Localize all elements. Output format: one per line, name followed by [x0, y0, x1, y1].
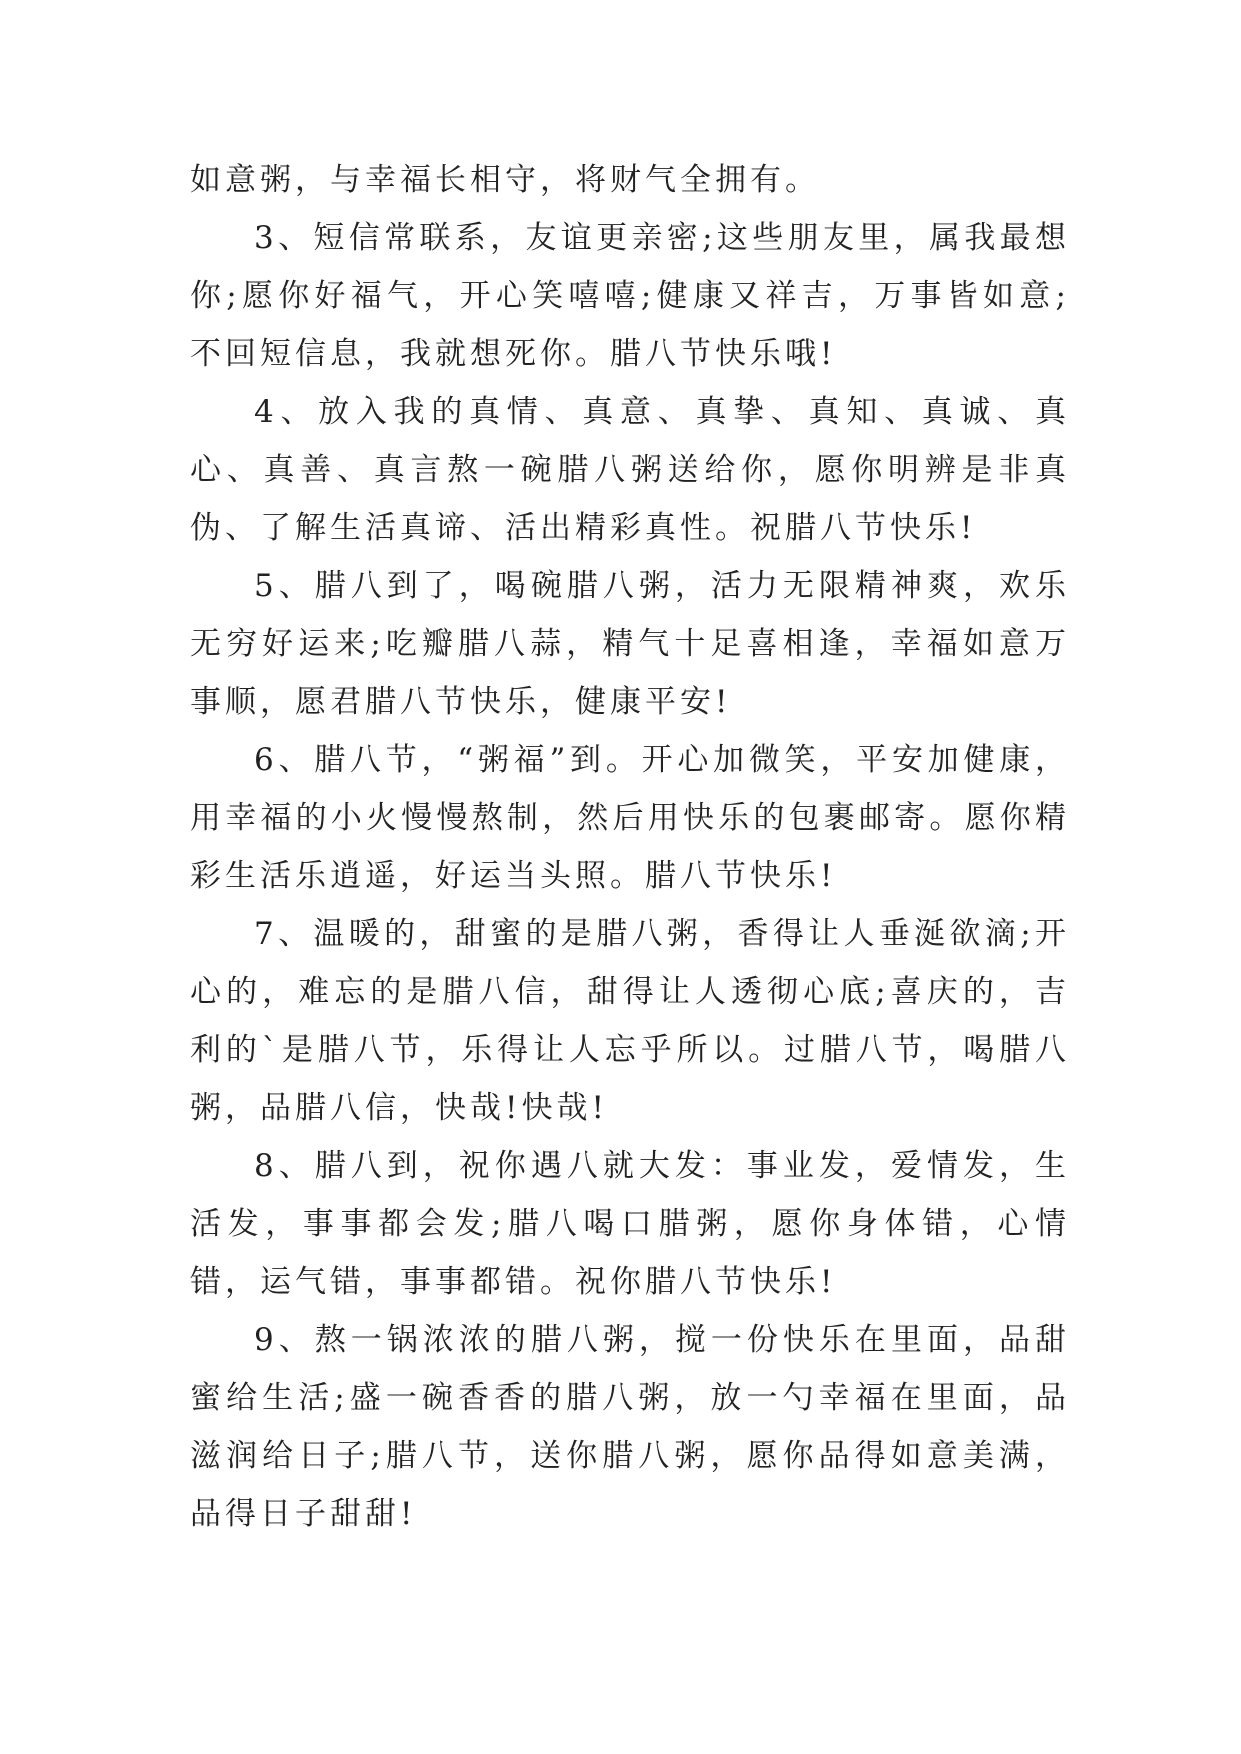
paragraph-9: 9、熬一锅浓浓的腊八粥，搅一份快乐在里面，品甜蜜给生活;盛一碗香香的腊八粥，放一勺幸福在里面，品滋润给日子;腊八节，送你腊八粥，愿你品得如意美满，品得日子甜甜!	[190, 1322, 1070, 1532]
paragraph-8: 8、腊八到，祝你遇八就大发：事业发，爱情发，生活发，事事都会发;腊八喝口腊粥，愿你身体错，心情错，运气错，事事都错。祝你腊八节快乐!	[190, 1148, 1070, 1300]
paragraph-3: 3、短信常联系，友谊更亲密;这些朋友里，属我最想你;愿你好福气，开心笑嘻嘻;健康又祥吉，万事皆如意;不回短信息，我就想死你。腊八节快乐哦!	[190, 220, 1070, 372]
paragraph-7: 7、温暖的，甜蜜的是腊八粥，香得让人垂涎欲滴;开心的，难忘的是腊八信，甜得让人透彻心底;喜庆的，吉利的`是腊八节，乐得让人忘乎所以。过腊八节，喝腊八粥，品腊八信，快哉!快哉!	[190, 916, 1070, 1126]
document-body	[190, 151, 1070, 1543]
paragraph-6: 6、腊八节，“粥福”到。开心加微笑，平安加健康，用幸福的小火慢慢熬制，然后用快乐的包裹邮寄。愿你精彩生活乐逍遥，好运当头照。腊八节快乐!	[190, 742, 1070, 894]
paragraph-5: 5、腊八到了，喝碗腊八粥，活力无限精神爽，欢乐无穷好运来;吃瓣腊八蒜，精气十足喜相逢，幸福如意万事顺，愿君腊八节快乐，健康平安!	[190, 568, 1070, 720]
paragraph-continuation: 如意粥，与幸福长相守，将财气全拥有。	[190, 162, 820, 198]
paragraph-4: 4、放入我的真情、真意、真挚、真知、真诚、真心、真善、真言熬一碗腊八粥送给你，愿你明辨是非真伪、了解生活真谛、活出精彩真性。祝腊八节快乐!	[190, 394, 1070, 546]
